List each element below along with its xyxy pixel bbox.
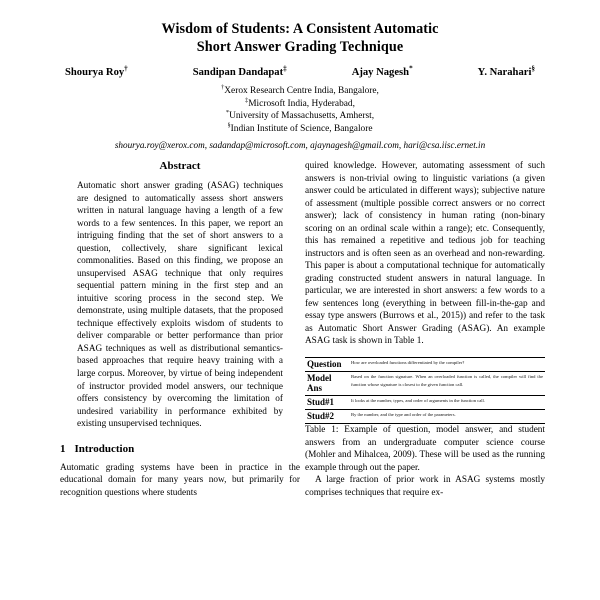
author-affiliation-marker: § xyxy=(531,64,535,73)
table-row-label xyxy=(305,371,349,395)
affiliation-marker: ‡ xyxy=(245,96,249,104)
affiliation-marker: † xyxy=(221,84,225,92)
author-list xyxy=(60,64,540,79)
page-title xyxy=(60,20,540,56)
section-number: 1 xyxy=(60,442,66,455)
affiliation-text: Xerox Research Centre India, Bangalore, xyxy=(224,86,379,97)
affiliation-marker: * xyxy=(225,109,230,117)
introduction-continuation: quired knowledge. However, automating assessment of such answers is non-trivial owing to linguistic variations (a given answer could be articulated in different ways); subjective nature of assessment (multiple possible correct answers or no correct answer); lack of consistency in human rating (non-binary scoring on an ordinal scale within a range); etc. Consequently, this has remained a repetitive and tedious job for teaching instructors and is often seen as an overhead and non-rewarding. This paper is about a computational technique for automatically grading constructed student answers in natural language. In particular, we are interested in short answers: a few words to a few sentences long (everything in between fill-in-the-gap and essay type answers (Burrows et al., 2015)) and refer to the task as Automatic Short Answer Grading (ASAG). An example ASAG task is shown in Table 1. xyxy=(305,161,545,347)
related-work-paragraph: A large fraction of prior work in ASAG systems mostly comprises techniques that require ex- xyxy=(305,475,545,498)
author-entry xyxy=(65,64,128,79)
table-row-label: Stud#2 xyxy=(305,409,349,423)
affiliation-text: University of Massachusetts, Amherst, xyxy=(229,111,375,122)
table-row xyxy=(305,371,545,395)
affiliation-text: Indian Institute of Science, Bangalore xyxy=(230,123,373,134)
author-name: Sandipan Dandapat xyxy=(192,67,284,79)
table-row-value: By the number, and the type and order of the parameters. xyxy=(349,409,545,423)
author-name: Shourya Roy xyxy=(65,67,125,79)
affiliation-list xyxy=(60,85,540,135)
left-column xyxy=(60,160,300,499)
author-name: Y. Narahari xyxy=(477,67,532,79)
author-affiliation-marker: † xyxy=(124,64,128,73)
paper-header xyxy=(0,0,600,150)
example-table-wrapper xyxy=(305,357,545,424)
table-row-value: How are overloaded functions differentiated by the compiler? xyxy=(349,357,545,371)
affiliation-item xyxy=(60,110,540,123)
title-line-1: Wisdom of Students: A Consistent Automatic xyxy=(161,21,439,37)
abstract-text: Automatic short answer grading (ASAG) techniques are designed to automatically assess short answers written in natural language having a length of a few words to a few sentences. In this paper, we report an intriguing finding that the set of short answers to a question, collectively, share significant lexical commonalities. Based on this finding, we propose an unsupervised ASAG technique that only requires sequential pattern mining in the first step and an intuitive scoring process in the second step. We demonstrate, using multiple datasets, that the proposed technique effectively exploits wisdom of students to deliver comparable or better performance than prior ASAG techniques as well as distributional semantics-based approaches that require heavy training with a large corpus. Moreover, by virtue of being independent of instructor provided model answers, our technique offers consistency by overcoming the limitation of undesired variability in performance exhibited by existing unsupervised techniques. xyxy=(77,181,283,430)
title-line-2: Short Answer Grading Technique xyxy=(196,39,404,56)
section-title: Introduction xyxy=(74,442,135,455)
table-row xyxy=(305,357,545,371)
abstract-section xyxy=(60,160,300,431)
affiliation-item xyxy=(60,123,540,136)
author-entry xyxy=(477,64,535,79)
introduction-paragraph: Automatic grading systems have been in practice in the educational domain for many years now, but primarily for recognition questions where students xyxy=(60,462,300,498)
table-row-value: Based on the function signature. When an overloaded function is called, the compiler will find the function whose signature is closest to the given function call. xyxy=(349,371,545,395)
affiliation-text: Microsoft India, Hyderabad, xyxy=(248,98,355,109)
section-heading-introduction xyxy=(60,443,300,455)
table-row-label-line-2: Ans xyxy=(307,383,323,394)
table-row-label: Question xyxy=(305,357,349,371)
affiliation-item xyxy=(60,85,540,98)
author-affiliation-marker: ‡ xyxy=(283,64,287,73)
table-row-label: Stud#1 xyxy=(305,395,349,409)
table-row-value: It looks at the number, types, and order of arguments in the function call. xyxy=(349,395,545,409)
example-table xyxy=(305,357,545,424)
author-entry xyxy=(192,64,287,79)
affiliation-marker: § xyxy=(227,121,231,129)
table-caption: Table 1: Example of question, model answer, and student answers from an undergraduate computer science course (Mohler and Mihalcea, 2009). These will be used as the running example through out the paper. xyxy=(305,424,545,473)
table-row xyxy=(305,395,545,409)
author-emails: shourya.roy@xerox.com, sadandap@microsoft.com, ajaynagesh@gmail.com, hari@csa.iisc.ernet.in xyxy=(114,140,486,151)
affiliation-item xyxy=(60,98,540,111)
abstract-heading: Abstract xyxy=(159,160,201,172)
author-entry xyxy=(351,64,413,79)
author-name: Ajay Nagesh xyxy=(351,67,410,79)
body-columns xyxy=(0,160,600,499)
table-row xyxy=(305,409,545,423)
table-row-label-line-1: Model xyxy=(307,373,332,384)
author-affiliation-marker: * xyxy=(409,64,413,73)
right-column xyxy=(305,160,545,499)
